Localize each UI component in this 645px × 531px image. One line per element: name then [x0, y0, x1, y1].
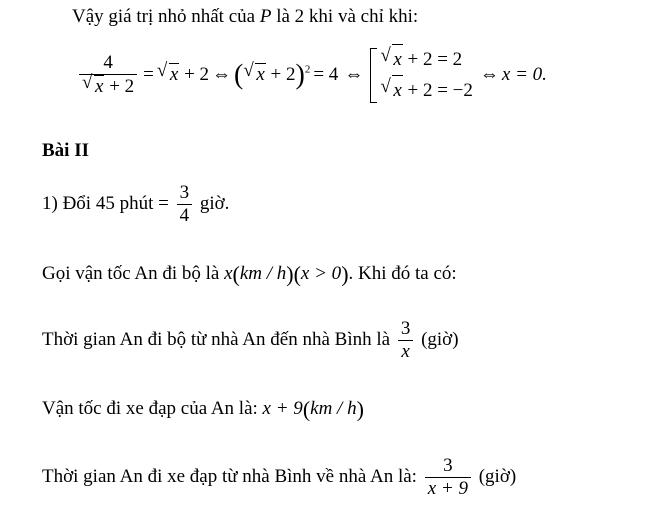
equation-system — [370, 44, 473, 107]
walk-time-text: Thời gian An đi bộ từ nhà An đến nhà Bình là — [42, 329, 395, 351]
system-row-1: √ x + 2 = 2 — [380, 44, 473, 75]
bike-speed-expr: x + 9 — [262, 398, 303, 419]
fraction-denominator: √ x + 2 — [79, 74, 137, 99]
speed-variable: x — [224, 263, 233, 284]
right-paren: ) — [295, 59, 305, 91]
speed-text-before: Gọi vận tốc An đi bộ là — [42, 263, 225, 284]
equation-line — [76, 44, 547, 107]
equals-four: = 4 — [313, 63, 339, 85]
section-title: Bài II — [42, 140, 89, 161]
variable-p: P — [259, 6, 272, 27]
fraction-4-over-sqrt — [79, 52, 137, 99]
hours-suffix: giờ. — [195, 193, 230, 215]
iff-symbol-2: ⇔ — [344, 63, 364, 85]
bike-speed-line: Vận tốc đi xe đạp của An là: x + 9(km / h) — [42, 396, 364, 422]
sqrt-x: √ x — [82, 71, 104, 97]
bike-time-text: Thời gian An đi xe đạp từ nhà Bình về nhà An là: — [42, 466, 422, 488]
fraction-3-over-x-plus-9: $\frac{3}{x + 9}$ — [425, 455, 471, 501]
fraction-3-over-x: $\frac{3}{x}$ — [398, 318, 414, 364]
system-bracket — [370, 48, 377, 103]
fraction-numerator: 4 — [103, 52, 113, 74]
equals-sign: = — [143, 63, 154, 85]
iff-symbol-3: ⇔ — [479, 63, 499, 85]
plus-two: + 2 — [179, 63, 210, 85]
system-row-2: √ x + 2 = −2 — [380, 75, 473, 106]
bike-time-line — [42, 455, 516, 501]
x-equals-zero: x = 0. — [501, 63, 547, 85]
min-value: 2 — [294, 6, 305, 27]
intro-text-mid: là — [271, 6, 295, 27]
part1-prefix: 1) Đổi — [42, 193, 96, 215]
speed-line: Gọi vận tốc An đi bộ là x(km / h)(x > 0). Khi đó ta có: — [42, 261, 457, 287]
intro-text-after: khi và chỉ khi: — [304, 6, 419, 27]
minutes-value: 45 — [95, 193, 115, 215]
speed-text-after: . Khi đó ta có: — [348, 263, 457, 284]
plus-two-2: + 2 — [265, 63, 296, 85]
walk-time-unit: (giờ) — [416, 329, 459, 351]
intro-text-before: Vậy giá trị nhỏ nhất của — [72, 6, 260, 27]
left-paren: ( — [234, 59, 244, 91]
minutes-unit: phút = — [114, 193, 174, 215]
speed-unit: km / h — [239, 263, 287, 284]
sqrt-x-2: √ x — [156, 59, 179, 85]
bike-speed-unit: km / h — [310, 398, 357, 419]
part1-line — [42, 182, 229, 228]
speed-condition: x > 0 — [300, 263, 342, 284]
iff-symbol-1: ⇔ — [212, 63, 232, 85]
sqrt-x-3: √ x — [243, 59, 265, 85]
bike-time-unit: (giờ) — [473, 466, 517, 488]
square-exponent: 2 — [304, 63, 311, 76]
intro-line — [72, 6, 418, 28]
fraction-3-over-4: $\frac{3}{4}$ — [177, 182, 193, 228]
bike-speed-text: Vận tốc đi xe đạp của An là: — [42, 398, 263, 419]
walk-time-line — [42, 318, 459, 364]
